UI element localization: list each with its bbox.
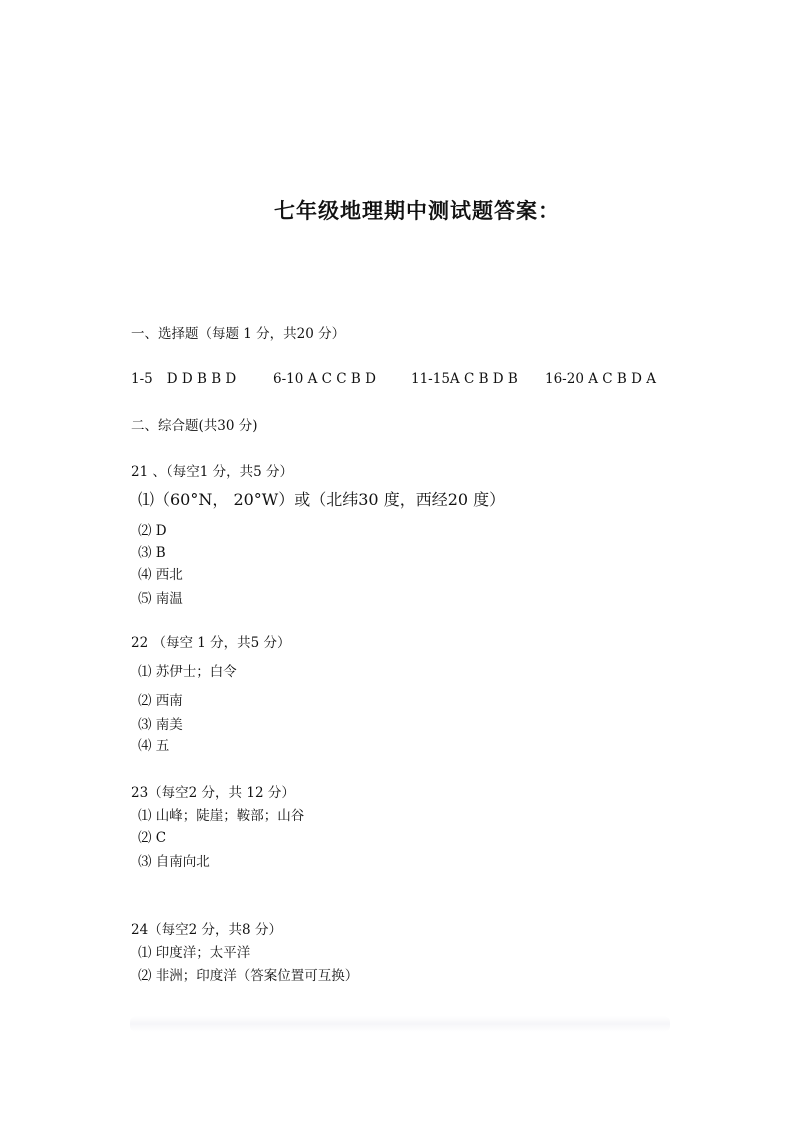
q22-item-1: ⑴ 苏伊士；白令 — [138, 664, 237, 680]
answer-group-1 — [131, 371, 236, 387]
document-title: 七年级地理期中测试题答案： — [274, 199, 560, 223]
answer-letters: A C C B D — [307, 371, 376, 387]
q23-item-2: ⑵ C — [138, 830, 167, 846]
section2-heading: 二、综合题(共30 分) — [131, 418, 258, 434]
q21-item-4: ⑷ 西北 — [138, 567, 183, 583]
answer-range: 6-10 — [273, 371, 304, 387]
q24-item-2: ⑵ 非洲；印度洋（答案位置可互换） — [138, 968, 359, 984]
answer-letters: D D B B D — [166, 371, 237, 387]
q21-item-5: ⑸ 南温 — [138, 591, 183, 607]
q22-item-4: ⑷ 五 — [138, 738, 170, 754]
answer-group-4 — [545, 371, 656, 387]
q24-heading: 24（每空2 分，共8 分） — [131, 922, 282, 938]
answer-range: 16-20 — [545, 371, 584, 387]
answer-group-3 — [411, 371, 518, 387]
q24-item-1: ⑴ 印度洋；太平洋 — [138, 945, 251, 961]
q22-heading: 22 （每空 1 分，共5 分） — [131, 635, 291, 651]
q23-item-3: ⑶ 自南向北 — [138, 854, 210, 870]
q21-item-2: ⑵ D — [138, 523, 167, 539]
answer-letters: A C B D A — [588, 371, 656, 387]
q22-item-3: ⑶ 南美 — [138, 717, 183, 733]
answer-range: 11-15 — [411, 371, 450, 387]
q21-heading: 21 、（每空1 分，共5 分） — [131, 464, 293, 480]
answer-group-2 — [273, 371, 376, 387]
answer-letters: A C B D B — [449, 371, 518, 387]
section1-heading: 一、选择题（每题 1 分，共20 分） — [131, 326, 346, 342]
q22-item-2: ⑵ 西南 — [138, 693, 183, 709]
q21-item-3: ⑶ B — [138, 545, 166, 561]
answer-range: 1-5 — [131, 371, 153, 387]
page-bottom-shadow — [130, 1016, 670, 1032]
q23-item-1: ⑴ 山峰；陡崖；鞍部；山谷 — [138, 808, 305, 824]
q23-heading: 23（每空2 分，共 12 分） — [131, 785, 295, 801]
q21-item-1: ⑴（60°N， 20°W）或（北纬30 度，西经20 度） — [138, 490, 506, 509]
